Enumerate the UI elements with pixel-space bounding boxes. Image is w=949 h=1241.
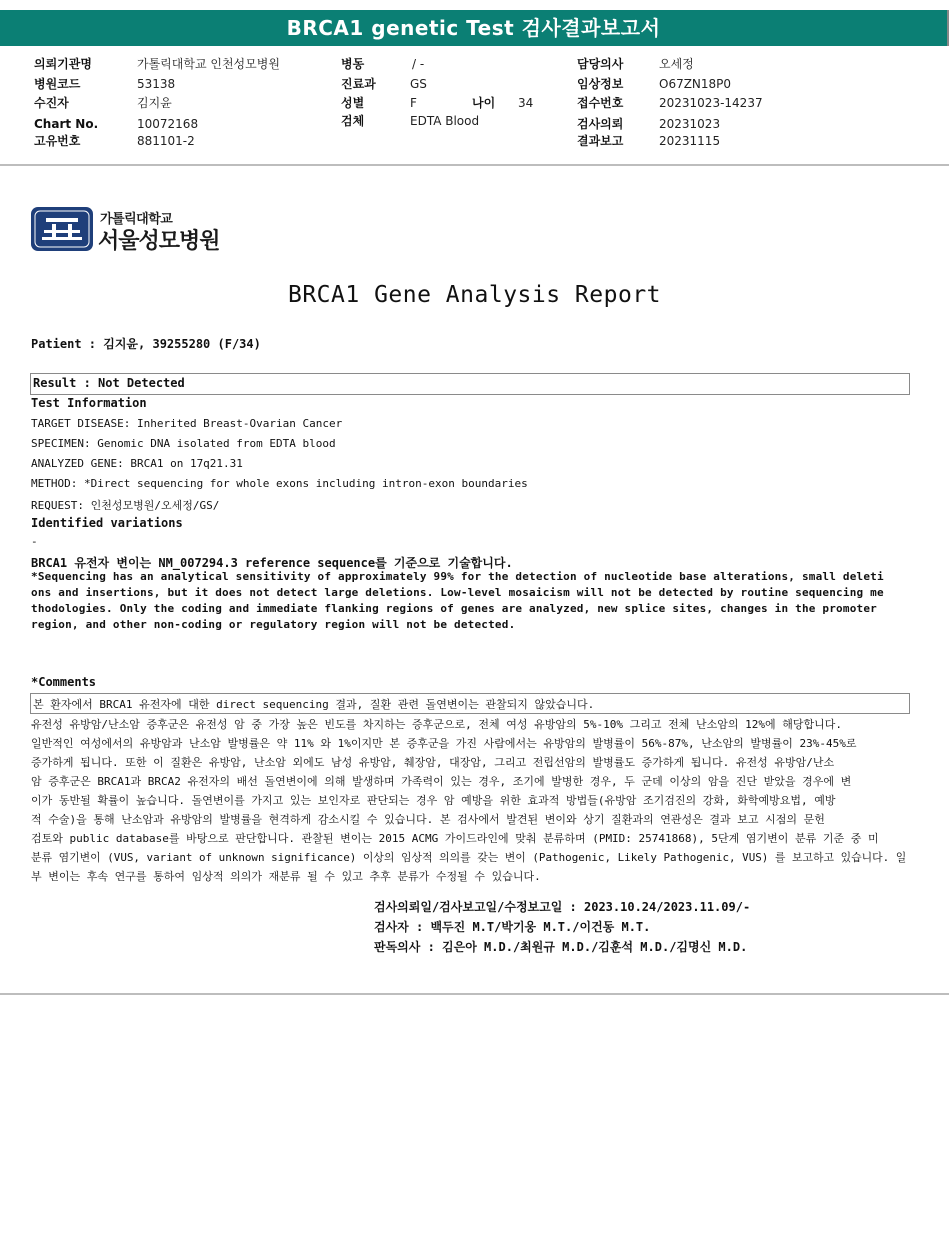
department-label: 진료과 xyxy=(341,77,376,91)
comment-line-1: 유전성 유방암/난소암 증후군은 유전성 암 중 가장 높은 빈도를 차지하는 증후군으로, 전체 여성 유방암의 5%-10% 그리고 전체 난소암의 12%에 해당합니다. xyxy=(31,718,842,731)
comment-line-6: 적 수술)을 통해 난소암과 유방암의 발병률을 현격하게 감소시킬 수 있습니다. 본 검사에서 발견된 변이와 상기 질환과의 연관성은 결과 보고 시점의 문헌 xyxy=(31,813,825,826)
patient-name-label: 수진자 xyxy=(34,96,69,110)
request-date-value: 20231023 xyxy=(659,117,721,131)
request-line: REQUEST: 인천성모병원/오세정/GS/ xyxy=(31,499,220,512)
target-disease-line: TARGET DISEASE: Inherited Breast-Ovarian Cancer xyxy=(31,417,343,430)
hospital-code-value: 53138 xyxy=(137,77,176,91)
unique-id-value: 881101-2 xyxy=(137,134,195,148)
report-title-bar: BRCA1 genetic Test 검사결과보고서 xyxy=(0,10,949,46)
hospital-label: 의뢰기관명 xyxy=(34,57,92,71)
comment-line-8: 분류 염기변이 (VUS, variant of unknown significance) 이상의 임상적 의의를 갖는 변이 (Pathogenic, Likely Pathogenic, VUS) 를 보고하고 있습니다. 일 xyxy=(31,851,907,864)
reading-physicians-line: 판독의사 : 김은아 M.D./최원규 M.D./김훈석 M.D./김명신 M.D. xyxy=(374,940,748,954)
report-dates: 검사의뢰일/검사보고일/수정보고일 : 2023.10.24/2023.11.09/- xyxy=(374,900,751,914)
analyzed-gene-line: ANALYZED GENE: BRCA1 on 17q21.31 xyxy=(31,457,243,470)
specimen-value: EDTA Blood xyxy=(410,114,480,128)
hospital-seal-logo xyxy=(30,206,94,252)
age-value: 34 xyxy=(518,96,534,110)
patient-line: Patient : 김지윤, 39255280 (F/34) xyxy=(31,337,261,351)
comment-summary: 본 환자에서 BRCA1 유전자에 대한 direct sequencing 결과, 질환 관련 돌연변이는 관찰되지 않았습니다. xyxy=(33,698,595,711)
sex-label: 성별 xyxy=(341,96,365,110)
sex-value: F xyxy=(410,96,417,110)
specimen-line: SPECIMEN: Genomic DNA isolated from EDTA blood xyxy=(31,437,336,450)
report-title: BRCA1 Gene Analysis Report xyxy=(287,282,662,308)
comment-line-5: 이가 동반될 확률이 높습니다. 돌연변이를 가지고 있는 보인자로 판단되는 경우 암 예방을 위한 효과적 방법들(유방암 조기검진의 강화, 화학예방요법, 예방 xyxy=(31,794,836,807)
footer-divider xyxy=(0,993,949,995)
clinical-info-label: 임상정보 xyxy=(577,77,624,91)
receipt-no-label: 접수번호 xyxy=(577,96,624,110)
comment-line-2: 일반적인 여성에서의 유방암과 난소암 발병률은 약 11% 와 1%이지만 본 증후군을 가진 사람에서는 유방암의 발병률이 56%-87%, 난소암의 발병률이 23%-45%로 xyxy=(31,737,857,750)
header-divider xyxy=(0,164,949,166)
hospital-value: 가톨릭대학교 인천성모병원 xyxy=(137,57,280,71)
age-label: 나이 xyxy=(472,96,496,110)
test-info-heading: Test Information xyxy=(31,396,147,410)
variations-heading: Identified variations xyxy=(31,516,183,530)
clinical-info-value: O67ZN18P0 xyxy=(659,77,732,91)
patient-name-value: 김지윤 xyxy=(137,96,172,110)
reference-sequence-note: BRCA1 유전자 변이는 NM_007294.3 reference sequence를 기준으로 기술합니다. xyxy=(31,556,513,570)
comment-line-9: 부 변이는 후속 연구를 통하여 임상적 의의가 재분류 될 수 있고 추후 분류가 수정될 수 있습니다. xyxy=(31,870,541,883)
ward-label: 병동 xyxy=(341,57,365,71)
logo-university-name: 가톨릭대학교 xyxy=(100,212,173,227)
method-line: METHOD: *Direct sequencing for whole exons including intron-exon boundaries xyxy=(31,477,528,490)
chart-no-label: Chart No. xyxy=(34,117,99,131)
ward-value: / - xyxy=(412,57,425,71)
department-value: GS xyxy=(410,77,427,91)
specimen-label: 검체 xyxy=(341,114,365,128)
sensitivity-line-3: thodologies. Only the coding and immediate flanking regions of genes are analyzed, new splice sites, changes in the promoter xyxy=(31,602,877,615)
result-text: Result : Not Detected xyxy=(33,376,185,390)
comment-line-7: 검토와 public database를 바탕으로 판단합니다. 관찰된 변이는 2015 ACMG 가이드라인에 맞춰 분류하며 (PMID: 25741868), 5단계 염기변이 분류 기준 중 미 xyxy=(31,832,879,845)
physician-label: 담당의사 xyxy=(577,57,624,71)
comment-line-3: 증가하게 됩니다. 또한 이 질환은 유방암, 난소암 외에도 남성 유방암, 췌장암, 대장암, 그리고 전립선암의 발병률도 증가하게 됩니다. 유전성 유방암/난소 xyxy=(31,756,835,769)
comment-line-4: 암 증후군은 BRCA1과 BRCA2 유전자의 배선 돌연변이에 의해 발생하며 가족력이 있는 경우, 조기에 발병한 경우, 두 군데 이상의 암을 진단 받았을 경우에 변 xyxy=(31,775,852,788)
report-date-value: 20231115 xyxy=(659,134,721,148)
hospital-code-label: 병원코드 xyxy=(34,77,81,91)
unique-id-label: 고유번호 xyxy=(34,134,81,148)
receipt-no-value: 20231023-14237 xyxy=(659,96,763,110)
physician-value: 오세정 xyxy=(659,57,694,71)
sensitivity-line-1: *Sequencing has an analytical sensitivity of approximately 99% for the detection of nucleotide base alterations, small deleti xyxy=(31,570,884,583)
comments-heading: *Comments xyxy=(31,675,97,689)
variations-dash: - xyxy=(31,535,38,548)
sensitivity-line-2: ons and insertions, but it does not detect large deletions. Low-level mosaicism will not be detected by routine sequencing me xyxy=(31,586,884,599)
report-date-label: 결과보고 xyxy=(577,134,624,148)
request-date-label: 검사의뢰 xyxy=(577,117,624,131)
logo-hospital-name: 서울성모병원 xyxy=(98,229,220,254)
testers-line: 검사자 : 백두진 M.T/박기웅 M.T./이건동 M.T. xyxy=(374,920,651,934)
sensitivity-line-4: region, and other non-coding or regulatory region will not be detected. xyxy=(31,618,516,631)
chart-no-value: 10072168 xyxy=(137,117,199,131)
